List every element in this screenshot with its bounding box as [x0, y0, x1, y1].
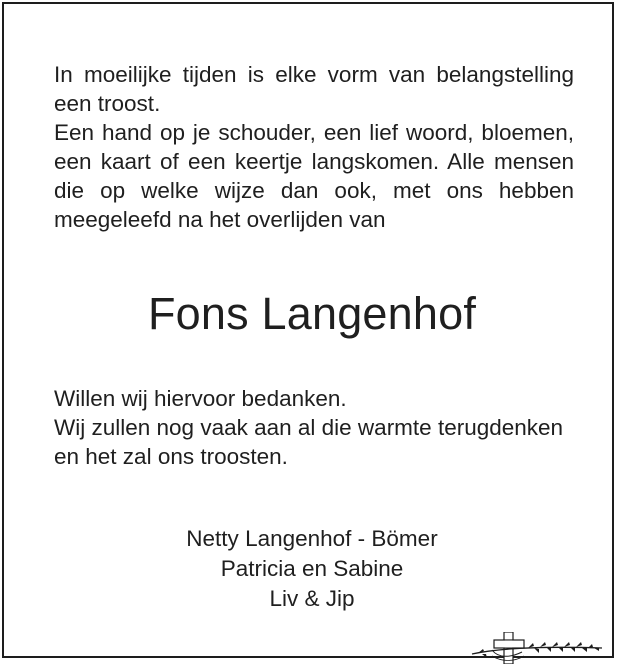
intro-line: meegeleefd na het overlijden van [54, 207, 386, 232]
signers-block [4, 524, 620, 614]
intro-text [54, 60, 574, 234]
intro-line: Een hand op je schouder, een lief woord, bloemen, [54, 120, 574, 145]
thanks-line: Wij zullen nog vaak aan al die warmte terugdenken [54, 415, 564, 440]
signer-line: Netty Langenhof - Bömer [186, 526, 438, 551]
signer-line: Patricia en Sabine [220, 556, 404, 581]
signer-line: Liv & Jip [269, 586, 355, 611]
obituary-frame [2, 2, 614, 658]
thanks-text [54, 384, 574, 471]
cross-with-branch-icon [470, 632, 606, 664]
intro-line: In moeilijke tijden is elke vorm van belangstelling [54, 62, 574, 87]
intro-line: een kaart of een keertje langskomen. Alle mensen [54, 149, 574, 174]
intro-line: een troost. [54, 91, 161, 116]
intro-line: die op welke wijze dan ook, met ons hebben [54, 178, 574, 203]
deceased-name: Fons Langenhof [147, 288, 477, 339]
thanks-line: en het zal ons troosten. [54, 444, 288, 469]
thanks-line: Willen wij hiervoor bedanken. [54, 386, 347, 411]
